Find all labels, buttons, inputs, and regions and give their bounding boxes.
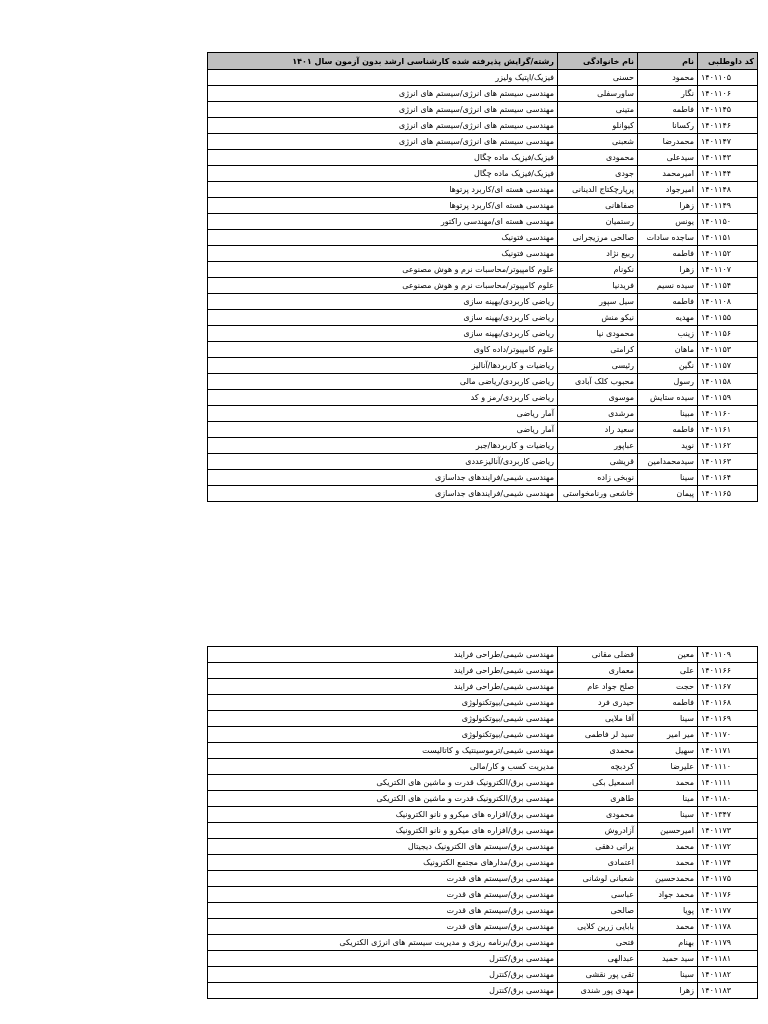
cell-field: مهندسی برق/سیستم های قدرت: [208, 871, 558, 887]
table-row: [208, 663, 758, 679]
cell-first-name: زینب: [638, 326, 698, 342]
cell-last-name: عباپور: [558, 438, 638, 454]
cell-field: ریاضی کاربردی/رمز و کد: [208, 390, 558, 406]
cell-field: فیزیک/اپتیک ولیزر: [208, 70, 558, 86]
cell-code: ۱۴۰۱۱۰۸: [698, 294, 758, 310]
table-row: [208, 679, 758, 695]
cell-last-name: محمدی: [558, 743, 638, 759]
cell-field: آمار ریاضی: [208, 422, 558, 438]
cell-code: ۱۴۰۱۱۶۹: [698, 711, 758, 727]
cell-first-name: محمد: [638, 775, 698, 791]
cell-code: ۱۴۰۱۱۵۱: [698, 230, 758, 246]
cell-last-name: خاشعی ورنامخواستی: [558, 486, 638, 502]
cell-first-name: سینا: [638, 967, 698, 983]
cell-field: مهندسی شیمی/طراحی فرایند: [208, 647, 558, 663]
cell-last-name: صلح جواد عام: [558, 679, 638, 695]
cell-last-name: بابایی زرین کلایی: [558, 919, 638, 935]
cell-last-name: آزادروش: [558, 823, 638, 839]
cell-code: ۱۴۰۱۱۶۱: [698, 422, 758, 438]
cell-field: ریاضیات و کاربردها/جبر: [208, 438, 558, 454]
cell-last-name: حیدری فرد: [558, 695, 638, 711]
table-row: [208, 903, 758, 919]
cell-last-name: کیوانلو: [558, 118, 638, 134]
cell-code: ۱۴۰۱۱۴۴: [698, 166, 758, 182]
cell-code: ۱۴۰۱۱۸۲: [698, 967, 758, 983]
cell-field: مهندسی شیمی/فرایندهای جداسازی: [208, 470, 558, 486]
cell-last-name: جودی: [558, 166, 638, 182]
table-row: [208, 647, 758, 663]
table-row: [208, 262, 758, 278]
cell-last-name: محبوب کلک آبادی: [558, 374, 638, 390]
cell-first-name: سینا: [638, 470, 698, 486]
cell-last-name: صالحی: [558, 903, 638, 919]
cell-last-name: فتحی: [558, 935, 638, 951]
cell-code: ۱۴۰۱۱۶۲: [698, 438, 758, 454]
cell-last-name: صفاهانی: [558, 198, 638, 214]
cell-field: مهندسی شیمی/طراحی فرایند: [208, 663, 558, 679]
header-code: کد داوطلبی: [698, 53, 758, 70]
cell-code: ۱۴۰۱۱۶۴: [698, 470, 758, 486]
cell-code: ۱۴۰۱۱۵۸: [698, 374, 758, 390]
cell-first-name: فاطمه: [638, 294, 698, 310]
cell-last-name: شعبنی: [558, 134, 638, 150]
cell-code: ۱۴۰۱۱۷۵: [698, 871, 758, 887]
cell-field: فیزیک/فیزیک ماده چگال: [208, 166, 558, 182]
cell-last-name: محمودی نیا: [558, 326, 638, 342]
table-row: [208, 743, 758, 759]
table-bottom-body: [208, 647, 758, 999]
table-row: [208, 310, 758, 326]
cell-first-name: سهیل: [638, 743, 698, 759]
header-first-name: نام: [638, 53, 698, 70]
cell-code: ۱۴۰۱۱۴۵: [698, 102, 758, 118]
cell-field: ریاضی کاربردی/آنالیزعددی: [208, 454, 558, 470]
cell-last-name: سیل سپور: [558, 294, 638, 310]
cell-last-name: متینی: [558, 102, 638, 118]
cell-last-name: اسمعیل بکی: [558, 775, 638, 791]
cell-field: مهندسی برق/کنترل: [208, 967, 558, 983]
cell-code: ۱۴۰۱۱۷۲: [698, 839, 758, 855]
cell-first-name: مینا: [638, 791, 698, 807]
cell-code: ۱۴۰۱۱۸۳: [698, 983, 758, 999]
table-row: [208, 278, 758, 294]
table-row: [208, 967, 758, 983]
table-row: [208, 182, 758, 198]
cell-first-name: میر امیر: [638, 727, 698, 743]
cell-last-name: سید لر فاطمی: [558, 727, 638, 743]
table-row: [208, 166, 758, 182]
header-field: رشته/گرایش پذیرفته شده کارشناسی ارشد بدون آزمون سال ۱۴۰۱: [208, 53, 558, 70]
cell-last-name: برانی دهقی: [558, 839, 638, 855]
cell-field: مهندسی برق/سیستم های قدرت: [208, 887, 558, 903]
cell-last-name: محمودی: [558, 150, 638, 166]
cell-last-name: عباسی: [558, 887, 638, 903]
table-row: [208, 102, 758, 118]
cell-code: ۱۴۰۱۱۰۹: [698, 647, 758, 663]
table-row: [208, 390, 758, 406]
cell-last-name: صالحی مرزیجرانی: [558, 230, 638, 246]
table-row: [208, 791, 758, 807]
cell-field: مهندسی هسته ای/کاربرد پرتوها: [208, 198, 558, 214]
header-last-name: نام خانوادگی: [558, 53, 638, 70]
cell-field: مهندسی برق/افزاره های میکرو و نانو الکترونیک: [208, 823, 558, 839]
cell-first-name: سیده نسیم: [638, 278, 698, 294]
table-row: [208, 855, 758, 871]
cell-code: ۱۴۰۱۱۷۷: [698, 903, 758, 919]
cell-first-name: محمود: [638, 70, 698, 86]
cell-field: مهندسی برق/مدارهای مجتمع الکترونیک: [208, 855, 558, 871]
cell-first-name: ماهان: [638, 342, 698, 358]
cell-field: علوم کامپیوتر/محاسبات نرم و هوش مصنوعی: [208, 262, 558, 278]
cell-code: ۱۴۰۱۱۸۰: [698, 791, 758, 807]
cell-code: ۱۴۰۱۱۶۵: [698, 486, 758, 502]
cell-field: ریاضیات و کاربردها/آنالیز: [208, 358, 558, 374]
cell-first-name: زهرا: [638, 262, 698, 278]
cell-field: مهندسی برق/افزاره های میکرو و نانو الکترونیک: [208, 807, 558, 823]
cell-code: ۱۴۰۱۱۱۰: [698, 759, 758, 775]
table-row: [208, 342, 758, 358]
cell-last-name: معماری: [558, 663, 638, 679]
cell-first-name: نگار: [638, 86, 698, 102]
cell-first-name: امیرمحمد: [638, 166, 698, 182]
cell-field: مهندسی برق/کنترل: [208, 951, 558, 967]
cell-field: ریاضی کاربردی/بهینه سازی: [208, 294, 558, 310]
cell-field: مهندسی برق/الکترونیک قدرت و ماشین های الکتریکی: [208, 791, 558, 807]
cell-code: ۱۴۰۱۱۰۶: [698, 86, 758, 102]
cell-field: علوم کامپیوتر/داده کاوی: [208, 342, 558, 358]
cell-field: فیزیک/فیزیک ماده چگال: [208, 150, 558, 166]
cell-field: مهندسی شیمی/فرایندهای جداسازی: [208, 486, 558, 502]
cell-first-name: یونس: [638, 214, 698, 230]
cell-code: ۱۴۰۱۱۷۱: [698, 743, 758, 759]
cell-code: ۱۴۰۱۱۷۳: [698, 823, 758, 839]
cell-field: مهندسی هسته ای/کاربرد پرتوها: [208, 182, 558, 198]
cell-last-name: کرامتی: [558, 342, 638, 358]
cell-first-name: امیرجواد: [638, 182, 698, 198]
cell-last-name: شعبانی لوشانی: [558, 871, 638, 887]
table-row: [208, 198, 758, 214]
cell-code: ۱۴۰۱۱۶۶: [698, 663, 758, 679]
table-header-row: [208, 53, 758, 70]
cell-first-name: محمد جواد: [638, 887, 698, 903]
table-row: [208, 470, 758, 486]
cell-first-name: محمد: [638, 919, 698, 935]
cell-last-name: قریشی: [558, 454, 638, 470]
table-row: [208, 983, 758, 999]
cell-first-name: نوید: [638, 438, 698, 454]
table-row: [208, 871, 758, 887]
cell-last-name: طاهری: [558, 791, 638, 807]
table-row: [208, 326, 758, 342]
cell-first-name: ساجده سادات: [638, 230, 698, 246]
cell-field: مهندسی برق/سیستم های الکترونیک دیجیتال: [208, 839, 558, 855]
cell-code: ۱۴۰۱۱۴۸: [698, 182, 758, 198]
table-row: [208, 150, 758, 166]
cell-last-name: موسوی: [558, 390, 638, 406]
table-row: [208, 214, 758, 230]
cell-field: مهندسی هسته ای/مهندسی راکتور: [208, 214, 558, 230]
cell-last-name: ربیع نژاد: [558, 246, 638, 262]
table-row: [208, 759, 758, 775]
cell-field: مهندسی شیمی/بیوتکنولوژی: [208, 695, 558, 711]
cell-field: مهندسی سیستم های انرژی/سیستم های انرژی: [208, 134, 558, 150]
cell-first-name: فاطمه: [638, 102, 698, 118]
cell-field: مهندسی برق/سیستم های قدرت: [208, 919, 558, 935]
table-row: [208, 358, 758, 374]
cell-field: مهندسی برق/برنامه ریزی و مدیریت سیستم های انرژی الکتریکی: [208, 935, 558, 951]
cell-field: مهندسی شیمی/طراحی فرایند: [208, 679, 558, 695]
table-row: [208, 807, 758, 823]
cell-last-name: نیکو منش: [558, 310, 638, 326]
cell-first-name: سیدمحمدامین: [638, 454, 698, 470]
cell-last-name: تقی پور نقشی: [558, 967, 638, 983]
cell-code: ۱۴۰۱۱۶۸: [698, 695, 758, 711]
cell-first-name: علی: [638, 663, 698, 679]
cell-code: ۱۴۰۱۱۷۴: [698, 855, 758, 871]
cell-first-name: محمدحسین: [638, 871, 698, 887]
table-row: [208, 70, 758, 86]
cell-field: مهندسی سیستم های انرژی/سیستم های انرژی: [208, 86, 558, 102]
cell-code: ۱۴۰۱۱۷۶: [698, 887, 758, 903]
cell-first-name: نگین: [638, 358, 698, 374]
cell-field: ریاضی کاربردی/ریاضی مالی: [208, 374, 558, 390]
cell-first-name: محمد: [638, 855, 698, 871]
cell-code: ۱۴۰۱۱۰۵: [698, 70, 758, 86]
table-row: [208, 118, 758, 134]
cell-last-name: فضلی مقانی: [558, 647, 638, 663]
cell-first-name: معین: [638, 647, 698, 663]
cell-code: ۱۴۰۱۱۵۶: [698, 326, 758, 342]
cell-code: ۱۴۰۱۱۶۰: [698, 406, 758, 422]
cell-first-name: حجت: [638, 679, 698, 695]
table-row: [208, 406, 758, 422]
cell-code: ۱۴۰۱۱۵۵: [698, 310, 758, 326]
cell-field: ریاضی کاربردی/بهینه سازی: [208, 310, 558, 326]
table-row: [208, 294, 758, 310]
table-row: [208, 951, 758, 967]
cell-first-name: بهنام: [638, 935, 698, 951]
cell-last-name: رئیسی: [558, 358, 638, 374]
cell-last-name: محمودی: [558, 807, 638, 823]
table-row: [208, 775, 758, 791]
cell-code: ۱۴۰۱۱۱۱: [698, 775, 758, 791]
cell-last-name: مهدی پور شندی: [558, 983, 638, 999]
cell-first-name: امیرحسین: [638, 823, 698, 839]
table-row: [208, 823, 758, 839]
cell-field: مهندسی شیمی/بیوتکنولوژی: [208, 711, 558, 727]
cell-field: مهندسی برق/سیستم های قدرت: [208, 903, 558, 919]
cell-last-name: عبدالهی: [558, 951, 638, 967]
cell-code: ۱۴۰۱۱۷۸: [698, 919, 758, 935]
cell-last-name: آقا ملایی: [558, 711, 638, 727]
cell-first-name: محمدرضا: [638, 134, 698, 150]
cell-first-name: مبینا: [638, 406, 698, 422]
cell-field: مهندسی شیمی/ترموسینتیک و کاتالیست: [208, 743, 558, 759]
cell-code: ۱۴۰۱۱۵۴: [698, 278, 758, 294]
table-row: [208, 711, 758, 727]
table-row: [208, 887, 758, 903]
cell-last-name: ساورسفلی: [558, 86, 638, 102]
cell-last-name: نوبخی زاده: [558, 470, 638, 486]
cell-first-name: رسول: [638, 374, 698, 390]
cell-first-name: فاطمه: [638, 422, 698, 438]
cell-code: ۱۴۰۱۱۶۳: [698, 454, 758, 470]
table-top-body: [208, 70, 758, 502]
cell-first-name: علیرضا: [638, 759, 698, 775]
cell-last-name: سعید راد: [558, 422, 638, 438]
cell-last-name: حسنی: [558, 70, 638, 86]
table-row: [208, 374, 758, 390]
cell-field: ریاضی کاربردی/بهینه سازی: [208, 326, 558, 342]
cell-first-name: پویا: [638, 903, 698, 919]
cell-first-name: مهدیه: [638, 310, 698, 326]
cell-code: ۱۴۰۱۱۵۹: [698, 390, 758, 406]
cell-code: ۱۴۰۱۱۶۷: [698, 679, 758, 695]
cell-first-name: پیمان: [638, 486, 698, 502]
cell-first-name: سیدعلی: [638, 150, 698, 166]
admission-table-top: [207, 52, 758, 502]
cell-code: ۱۴۰۱۱۷۹: [698, 935, 758, 951]
table-row: [208, 422, 758, 438]
cell-last-name: نکونام: [558, 262, 638, 278]
table-row: [208, 246, 758, 262]
cell-code: ۱۴۰۱۱۵۰: [698, 214, 758, 230]
table-row: [208, 454, 758, 470]
table-row: [208, 919, 758, 935]
cell-code: ۱۴۰۱۱۷۰: [698, 727, 758, 743]
cell-code: ۱۴۰۱۱۵۲: [698, 246, 758, 262]
table-row: [208, 695, 758, 711]
table-row: [208, 134, 758, 150]
cell-last-name: فریدنیا: [558, 278, 638, 294]
cell-last-name: مرشدی: [558, 406, 638, 422]
cell-first-name: فاطمه: [638, 695, 698, 711]
cell-code: ۱۴۰۱۱۴۳: [698, 150, 758, 166]
cell-field: مهندسی فتونیک: [208, 230, 558, 246]
cell-first-name: سینا: [638, 807, 698, 823]
cell-field: مهندسی برق/الکترونیک قدرت و ماشین های الکتریکی: [208, 775, 558, 791]
cell-first-name: محمد: [638, 839, 698, 855]
cell-first-name: سینا: [638, 711, 698, 727]
cell-last-name: پرپارچکتاج الدینانی: [558, 182, 638, 198]
cell-first-name: فاطمه: [638, 246, 698, 262]
cell-code: ۱۴۰۱۱۴۶: [698, 118, 758, 134]
cell-first-name: رکسانا: [638, 118, 698, 134]
cell-first-name: سید حمید: [638, 951, 698, 967]
table-row: [208, 727, 758, 743]
cell-field: مهندسی فتونیک: [208, 246, 558, 262]
cell-code: ۱۴۰۱۱۴۹: [698, 198, 758, 214]
table-row: [208, 230, 758, 246]
cell-field: آمار ریاضی: [208, 406, 558, 422]
cell-field: مهندسی برق/کنترل: [208, 983, 558, 999]
cell-last-name: کردبچه: [558, 759, 638, 775]
cell-field: مدیریت کسب و کار/مالی: [208, 759, 558, 775]
cell-last-name: رستمیان: [558, 214, 638, 230]
admission-table-bottom: [207, 646, 758, 999]
cell-code: ۱۴۰۱۱۵۷: [698, 358, 758, 374]
cell-code: ۱۴۰۱۳۴۷: [698, 807, 758, 823]
cell-first-name: زهرا: [638, 983, 698, 999]
table-row: [208, 86, 758, 102]
cell-field: مهندسی سیستم های انرژی/سیستم های انرژی: [208, 118, 558, 134]
cell-code: ۱۴۰۱۱۴۷: [698, 134, 758, 150]
table-row: [208, 438, 758, 454]
table-row: [208, 839, 758, 855]
cell-last-name: اعتمادی: [558, 855, 638, 871]
table-row: [208, 935, 758, 951]
cell-code: ۱۴۰۱۱۵۳: [698, 342, 758, 358]
cell-code: ۱۴۰۱۱۸۱: [698, 951, 758, 967]
cell-first-name: سیده ستایش: [638, 390, 698, 406]
cell-field: مهندسی سیستم های انرژی/سیستم های انرژی: [208, 102, 558, 118]
cell-field: علوم کامپیوتر/محاسبات نرم و هوش مصنوعی: [208, 278, 558, 294]
cell-code: ۱۴۰۱۱۰۷: [698, 262, 758, 278]
cell-first-name: زهرا: [638, 198, 698, 214]
cell-field: مهندسی شیمی/بیوتکنولوژی: [208, 727, 558, 743]
table-row: [208, 486, 758, 502]
